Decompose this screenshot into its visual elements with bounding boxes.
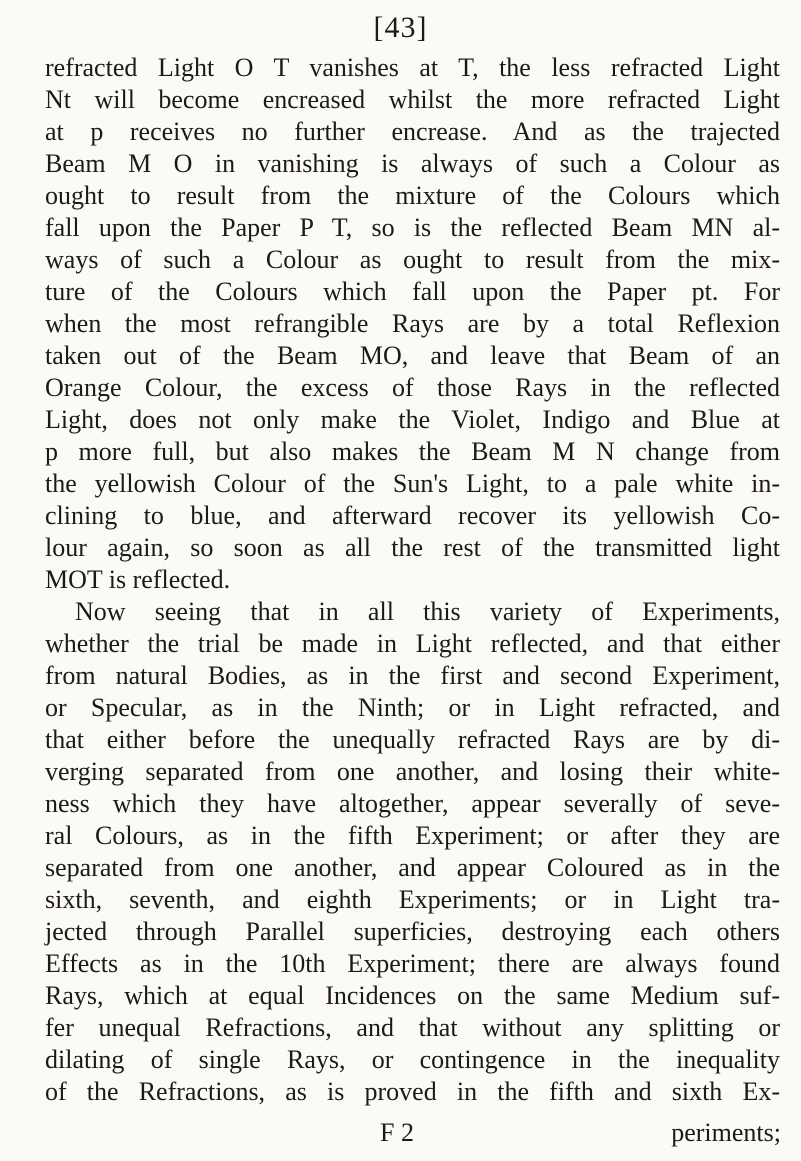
text-line: verging separated from one another, and losing their white-	[45, 757, 780, 786]
text-line: jected through Parallel superficies, destroying each others	[45, 917, 780, 946]
text-line: the yellowish Colour of the Sun's Light, to a pale white in-	[45, 469, 780, 498]
text-line: separated from one another, and appear Coloured as in the	[45, 853, 780, 882]
text-line: Orange Colour, the excess of those Rays in the reflected	[45, 373, 780, 402]
text-line: Effects as in the 10th Experiment; there are always found	[45, 949, 780, 978]
text-line: Rays, which at equal Incidences on the same Medium suf-	[45, 981, 780, 1010]
text-line: sixth, seventh, and eighth Experiments; or in Light tra-	[45, 885, 780, 914]
text-line: p more full, but also makes the Beam M N change from	[45, 437, 780, 466]
signature-mark: F 2	[380, 1118, 414, 1147]
text-line: ness which they have altogether, appear severally of seve-	[45, 789, 780, 818]
text-line: clining to blue, and afterward recover its yellowish Co-	[45, 501, 780, 530]
page-number: [43]	[373, 11, 428, 44]
text-line: ways of such a Colour as ought to result from the mix-	[45, 245, 780, 274]
catchword: periments;	[671, 1118, 781, 1147]
paragraph-start-line: Now seeing that in all this variety of Experiments,	[75, 597, 780, 626]
text-line: ture of the Colours which fall upon the Paper pt. For	[45, 277, 780, 306]
text-line: Nt will become encreased whilst the more refracted Light	[45, 85, 780, 114]
text-line: from natural Bodies, as in the first and second Experiment,	[45, 661, 780, 690]
text-line: fall upon the Paper P T, so is the reflected Beam MN al-	[45, 213, 780, 242]
text-line: at p receives no further encrease. And as the trajected	[45, 117, 780, 146]
text-line: ral Colours, as in the fifth Experiment; or after they are	[45, 821, 780, 850]
text-line: whether the trial be made in Light reflected, and that either	[45, 629, 780, 658]
text-line: refracted Light O T vanishes at T, the less refracted Light	[45, 53, 780, 82]
text-line: ought to result from the mixture of the Colours which	[45, 181, 780, 210]
text-line: MOT is reflected.	[45, 565, 231, 594]
text-line: or Specular, as in the Ninth; or in Light refracted, and	[45, 693, 780, 722]
text-line: taken out of the Beam MO, and leave that Beam of an	[45, 341, 780, 370]
text-line: of the Refractions, as is proved in the fifth and sixth Ex-	[45, 1077, 780, 1106]
text-line: Beam M O in vanishing is always of such a Colour as	[45, 149, 780, 178]
text-line: when the most refrangible Rays are by a total Reflexion	[45, 309, 780, 338]
text-line: dilating of single Rays, or contingence in the inequality	[45, 1045, 780, 1074]
text-line: lour again, so soon as all the rest of the transmitted light	[45, 533, 780, 562]
text-line: Light, does not only make the Violet, Indigo and Blue at	[45, 405, 780, 434]
text-line: fer unequal Refractions, and that without any splitting or	[45, 1013, 780, 1042]
text-line: that either before the unequally refracted Rays are by di-	[45, 725, 780, 754]
